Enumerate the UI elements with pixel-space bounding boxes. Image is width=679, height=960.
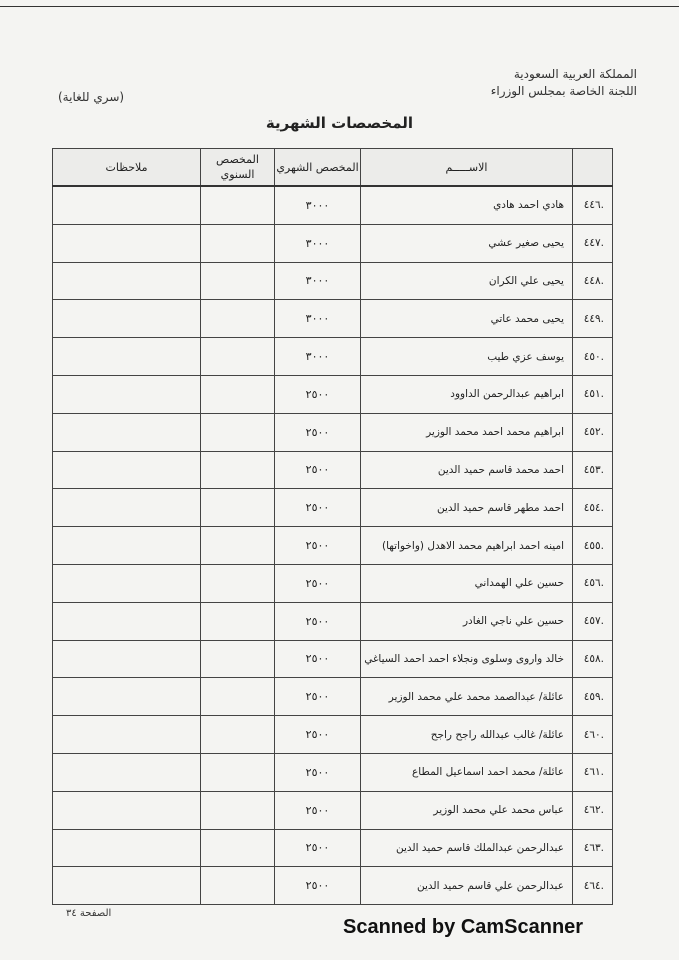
row-annual-allowance — [201, 716, 275, 754]
row-number: .٤٤٨ — [573, 262, 613, 300]
table-row — [53, 300, 613, 338]
row-monthly-allowance: ٢٥٠٠ — [275, 489, 361, 527]
row-notes — [53, 791, 201, 829]
row-notes — [53, 338, 201, 376]
table-row — [53, 829, 613, 867]
row-name: يحيى صغير عشي — [361, 224, 573, 262]
row-number: .٤٦٣ — [573, 829, 613, 867]
row-notes — [53, 300, 201, 338]
row-notes — [53, 375, 201, 413]
table-row — [53, 527, 613, 565]
row-annual-allowance — [201, 640, 275, 678]
row-notes — [53, 602, 201, 640]
row-number: .٤٤٦ — [573, 186, 613, 224]
row-name: يوسف عزي طيب — [361, 338, 573, 376]
row-notes — [53, 753, 201, 791]
row-monthly-allowance: ٣٠٠٠ — [275, 224, 361, 262]
page-number: الصفحة ٣٤ — [66, 908, 112, 919]
row-number: .٤٦٠ — [573, 716, 613, 754]
row-annual-allowance — [201, 451, 275, 489]
row-name: حسين علي ناجي الغادر — [361, 602, 573, 640]
row-number: .٤٥٠ — [573, 338, 613, 376]
row-name: يحيى محمد عاتي — [361, 300, 573, 338]
row-monthly-allowance: ٣٠٠٠ — [275, 338, 361, 376]
row-monthly-allowance: ٢٥٠٠ — [275, 716, 361, 754]
row-name: حسين علي الهمداني — [361, 564, 573, 602]
row-notes — [53, 678, 201, 716]
row-annual-allowance — [201, 375, 275, 413]
row-annual-allowance — [201, 338, 275, 376]
row-annual-allowance — [201, 678, 275, 716]
table-header-row — [53, 149, 613, 187]
header-number — [573, 149, 613, 187]
row-monthly-allowance: ٢٥٠٠ — [275, 451, 361, 489]
row-monthly-allowance: ٢٥٠٠ — [275, 829, 361, 867]
table-body — [53, 186, 613, 905]
row-annual-allowance — [201, 867, 275, 905]
row-name: احمد مطهر قاسم حميد الدين — [361, 489, 573, 527]
row-annual-allowance — [201, 262, 275, 300]
row-name: خالد واروى وسلوى ونجلاء احمد احمد السياغي — [361, 640, 573, 678]
row-monthly-allowance: ٣٠٠٠ — [275, 262, 361, 300]
row-annual-allowance — [201, 300, 275, 338]
table-row — [53, 224, 613, 262]
row-name: يحيى علي الكران — [361, 262, 573, 300]
row-notes — [53, 186, 201, 224]
header-annual-allowance: المخصص السنوي — [201, 149, 275, 187]
table-row — [53, 564, 613, 602]
table-row — [53, 489, 613, 527]
scanner-watermark: Scanned by CamScanner — [343, 916, 584, 938]
row-monthly-allowance: ٢٥٠٠ — [275, 640, 361, 678]
row-monthly-allowance: ٢٥٠٠ — [275, 602, 361, 640]
row-annual-allowance — [201, 413, 275, 451]
top-border-line — [0, 6, 679, 7]
row-number: .٤٥٩ — [573, 678, 613, 716]
row-monthly-allowance: ٢٥٠٠ — [275, 753, 361, 791]
row-monthly-allowance: ٢٥٠٠ — [275, 791, 361, 829]
row-annual-allowance — [201, 224, 275, 262]
row-notes — [53, 527, 201, 565]
table-row — [53, 753, 613, 791]
row-notes — [53, 224, 201, 262]
row-annual-allowance — [201, 564, 275, 602]
table-row — [53, 716, 613, 754]
row-notes — [53, 451, 201, 489]
header-name: الاســـــم — [361, 149, 573, 187]
row-notes — [53, 489, 201, 527]
table-row — [53, 678, 613, 716]
row-name: عائلة/ عبدالصمد محمد علي محمد الوزير — [361, 678, 573, 716]
row-annual-allowance — [201, 527, 275, 565]
row-name: احمد محمد قاسم حميد الدين — [361, 451, 573, 489]
row-annual-allowance — [201, 753, 275, 791]
table-row — [53, 338, 613, 376]
letterhead-line-2: اللجنة الخاصة بمجلس الوزراء — [490, 84, 637, 98]
row-name: ابراهيم عبدالرحمن الداوود — [361, 375, 573, 413]
letterhead — [491, 66, 637, 100]
row-number: .٤٦٢ — [573, 791, 613, 829]
row-name: عبدالرحمن عبدالملك قاسم حميد الدين — [361, 829, 573, 867]
row-annual-allowance — [201, 791, 275, 829]
row-notes — [53, 262, 201, 300]
row-name: امينه احمد ابراهيم محمد الاهدل (واخواتها) — [361, 527, 573, 565]
row-name: عباس محمد علي محمد الوزير — [361, 791, 573, 829]
row-monthly-allowance: ٢٥٠٠ — [275, 678, 361, 716]
table-row — [53, 791, 613, 829]
row-monthly-allowance: ٢٥٠٠ — [275, 375, 361, 413]
allowances-table — [52, 148, 613, 905]
row-name: ابراهيم محمد احمد محمد الوزير — [361, 413, 573, 451]
row-number: .٤٥٢ — [573, 413, 613, 451]
row-notes — [53, 867, 201, 905]
row-number: .٤٥٥ — [573, 527, 613, 565]
header-notes: ملاحظات — [53, 149, 201, 187]
row-monthly-allowance: ٢٥٠٠ — [275, 527, 361, 565]
table-row — [53, 186, 613, 224]
row-annual-allowance — [201, 829, 275, 867]
row-name: عائلة/ محمد احمد اسماعيل المطاع — [361, 753, 573, 791]
row-name: عبدالرحمن علي قاسم حميد الدين — [361, 867, 573, 905]
row-notes — [53, 640, 201, 678]
table-row — [53, 413, 613, 451]
classification-label: (سري للغاية) — [58, 90, 125, 104]
row-number: .٤٥١ — [573, 375, 613, 413]
row-number: .٤٤٧ — [573, 224, 613, 262]
table-row — [53, 640, 613, 678]
document-title: المخصصات الشهرية — [265, 114, 414, 132]
row-notes — [53, 716, 201, 754]
row-annual-allowance — [201, 602, 275, 640]
row-notes — [53, 413, 201, 451]
table-row — [53, 867, 613, 905]
table-row — [53, 262, 613, 300]
row-monthly-allowance: ٢٥٠٠ — [275, 413, 361, 451]
letterhead-line-1: المملكة العربية السعودية — [513, 67, 637, 81]
row-monthly-allowance: ٣٠٠٠ — [275, 186, 361, 224]
header-monthly-allowance: المخصص الشهري — [275, 149, 361, 187]
row-number: .٤٥٣ — [573, 451, 613, 489]
row-number: .٤٥٦ — [573, 564, 613, 602]
row-number: .٤٦١ — [573, 753, 613, 791]
row-monthly-allowance: ٣٠٠٠ — [275, 300, 361, 338]
row-number: .٤٥٤ — [573, 489, 613, 527]
row-monthly-allowance: ٢٥٠٠ — [275, 867, 361, 905]
row-name: هادي احمد هادي — [361, 186, 573, 224]
row-number: .٤٦٤ — [573, 867, 613, 905]
row-number: .٤٤٩ — [573, 300, 613, 338]
row-monthly-allowance: ٢٥٠٠ — [275, 564, 361, 602]
row-notes — [53, 564, 201, 602]
row-annual-allowance — [201, 489, 275, 527]
row-notes — [53, 829, 201, 867]
row-number: .٤٥٨ — [573, 640, 613, 678]
table-row — [53, 451, 613, 489]
row-annual-allowance — [201, 186, 275, 224]
row-name: عائلة/ غالب عبدالله راجح راجح — [361, 716, 573, 754]
row-number: .٤٥٧ — [573, 602, 613, 640]
table-row — [53, 375, 613, 413]
table-row — [53, 602, 613, 640]
